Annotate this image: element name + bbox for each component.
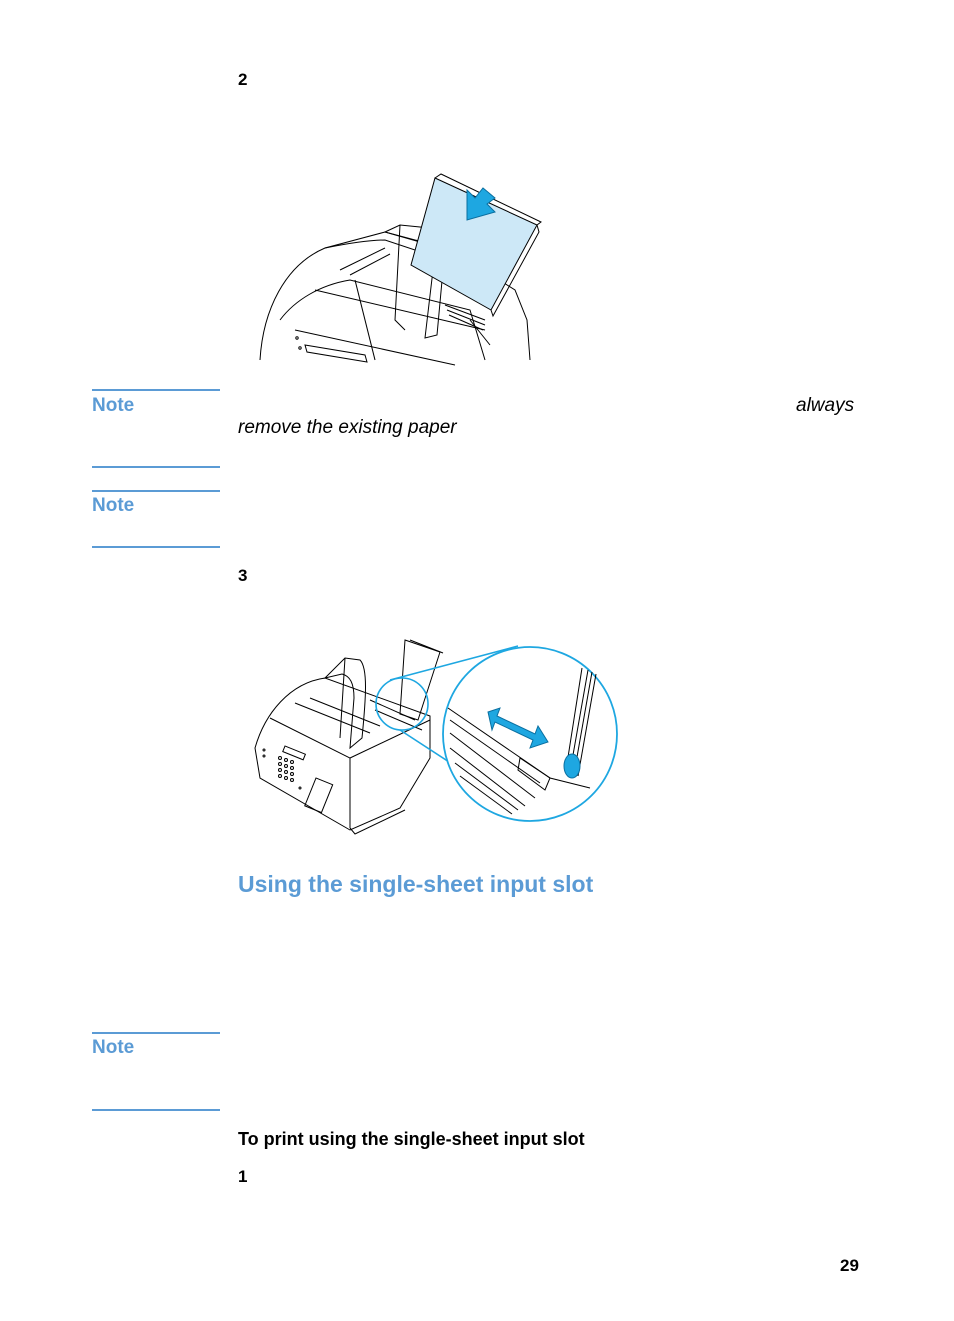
note-1-text-tail: always	[796, 395, 855, 416]
note-1-bottom-rule	[92, 466, 220, 468]
load-paper-illustration	[255, 170, 545, 365]
note-1-text-continued: remove the existing paper	[238, 417, 457, 438]
note-3-label: Note	[92, 1037, 135, 1058]
step-number-3: 3	[238, 566, 248, 585]
note-1-label: Note	[92, 395, 135, 416]
step-number-1: 1	[238, 1167, 248, 1186]
note-2-label: Note	[92, 495, 135, 516]
procedure-title: To print using the single-sheet input slot	[238, 1129, 585, 1149]
note-3-bottom-rule	[92, 1109, 220, 1111]
note-1-top-rule	[92, 389, 220, 391]
adjust-guides-illustration	[250, 638, 630, 838]
page-number: 29	[840, 1256, 859, 1275]
note-3-top-rule	[92, 1032, 220, 1034]
note-2-top-rule	[92, 490, 220, 492]
step-number-2: 2	[238, 70, 248, 89]
note-2-bottom-rule	[92, 546, 220, 548]
section-heading: Using the single-sheet input slot	[238, 871, 594, 897]
